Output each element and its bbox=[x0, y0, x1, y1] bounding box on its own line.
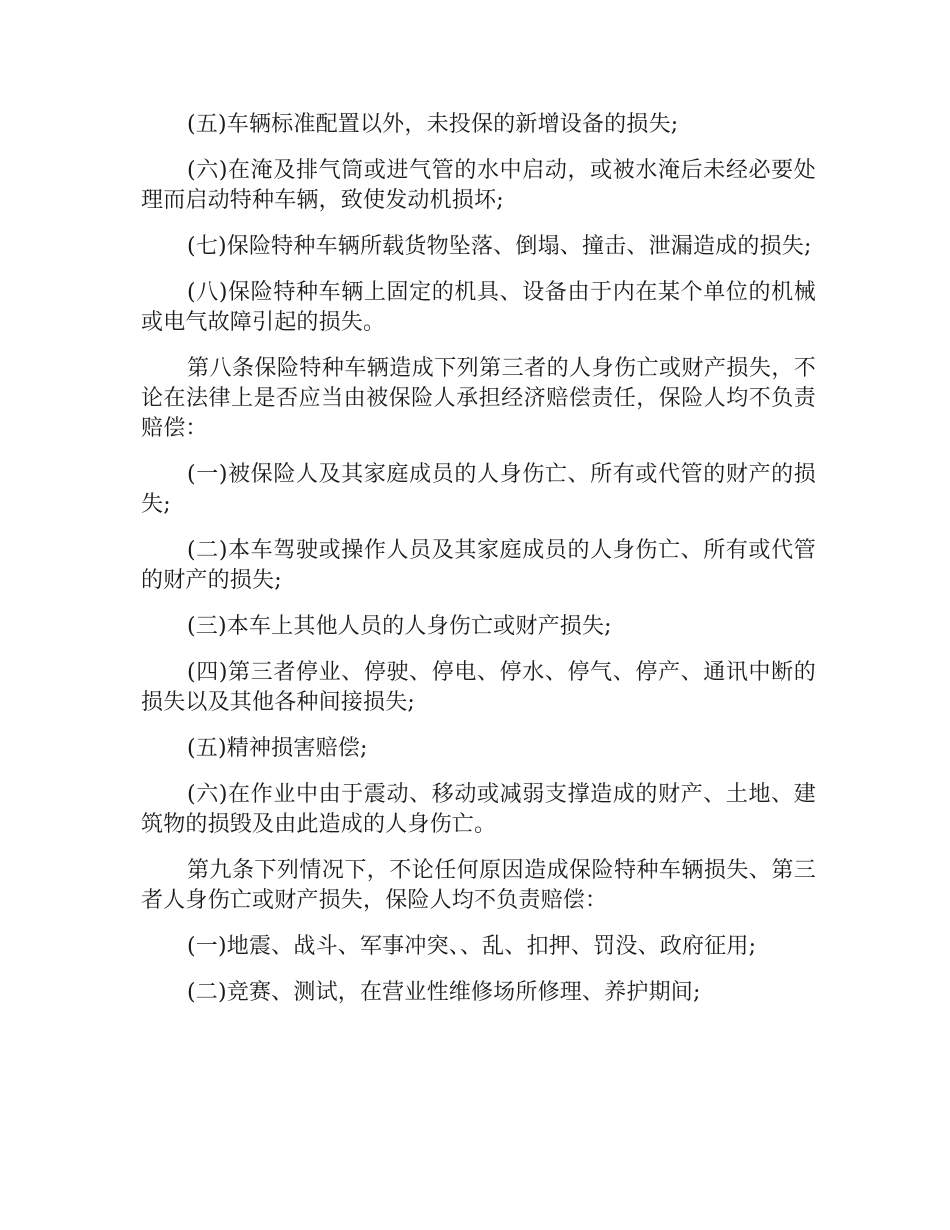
paragraph-13: (一)地震、战斗、军事冲突、、乱、扣押、罚没、政府征用; bbox=[187, 934, 757, 959]
paragraph-6: (一)被保险人及其家庭成员的人身伤亡、所有或代管的财产的损失; bbox=[141, 462, 816, 517]
paragraph-7: (二)本车驾驶或操作人员及其家庭成员的人身伤亡、所有或代管的财产的损失; bbox=[141, 538, 816, 593]
paragraph-3: (七)保险特种车辆所载货物坠落、倒塌、撞击、泄漏造成的损失; bbox=[187, 234, 812, 259]
paragraph-1: (五)车辆标准配置以外，未投保的新增设备的损失; bbox=[187, 112, 679, 137]
paragraph-11: (六)在作业中由于震动、移动或减弱支撑造成的财产、土地、建筑物的损毁及由此造成的人身伤亡。 bbox=[141, 782, 816, 837]
paragraph-5: 第八条保险特种车辆造成下列第三者的人身伤亡或财产损失，不论在法律上是否应当由被保险人承担经济赔偿责任，保险人均不负责赔偿： bbox=[141, 356, 816, 441]
paragraph-12: 第九条下列情况下，不论任何原因造成保险特种车辆损失、第三者人身伤亡或财产损失，保险人均不负责赔偿： bbox=[141, 858, 816, 913]
paragraph-10: (五)精神损害赔偿; bbox=[187, 736, 368, 761]
paragraph-14: (二)竞赛、测试，在营业性维修场所修理、养护期间; bbox=[187, 980, 701, 1005]
paragraph-9: (四)第三者停业、停驶、停电、停水、停气、停产、通讯中断的损失以及其他各种间接损失; bbox=[141, 660, 816, 715]
paragraph-8: (三)本车上其他人员的人身伤亡或财产损失; bbox=[187, 614, 612, 639]
paragraph-4: (八)保险特种车辆上固定的机具、设备由于内在某个单位的机械或电气故障引起的损失。 bbox=[141, 280, 816, 335]
document-body bbox=[141, 110, 816, 1024]
paragraph-2: (六)在淹及排气筒或进气管的水中启动，或被水淹后未经必要处理而启动特种车辆，致使发动机损坏; bbox=[141, 158, 816, 213]
